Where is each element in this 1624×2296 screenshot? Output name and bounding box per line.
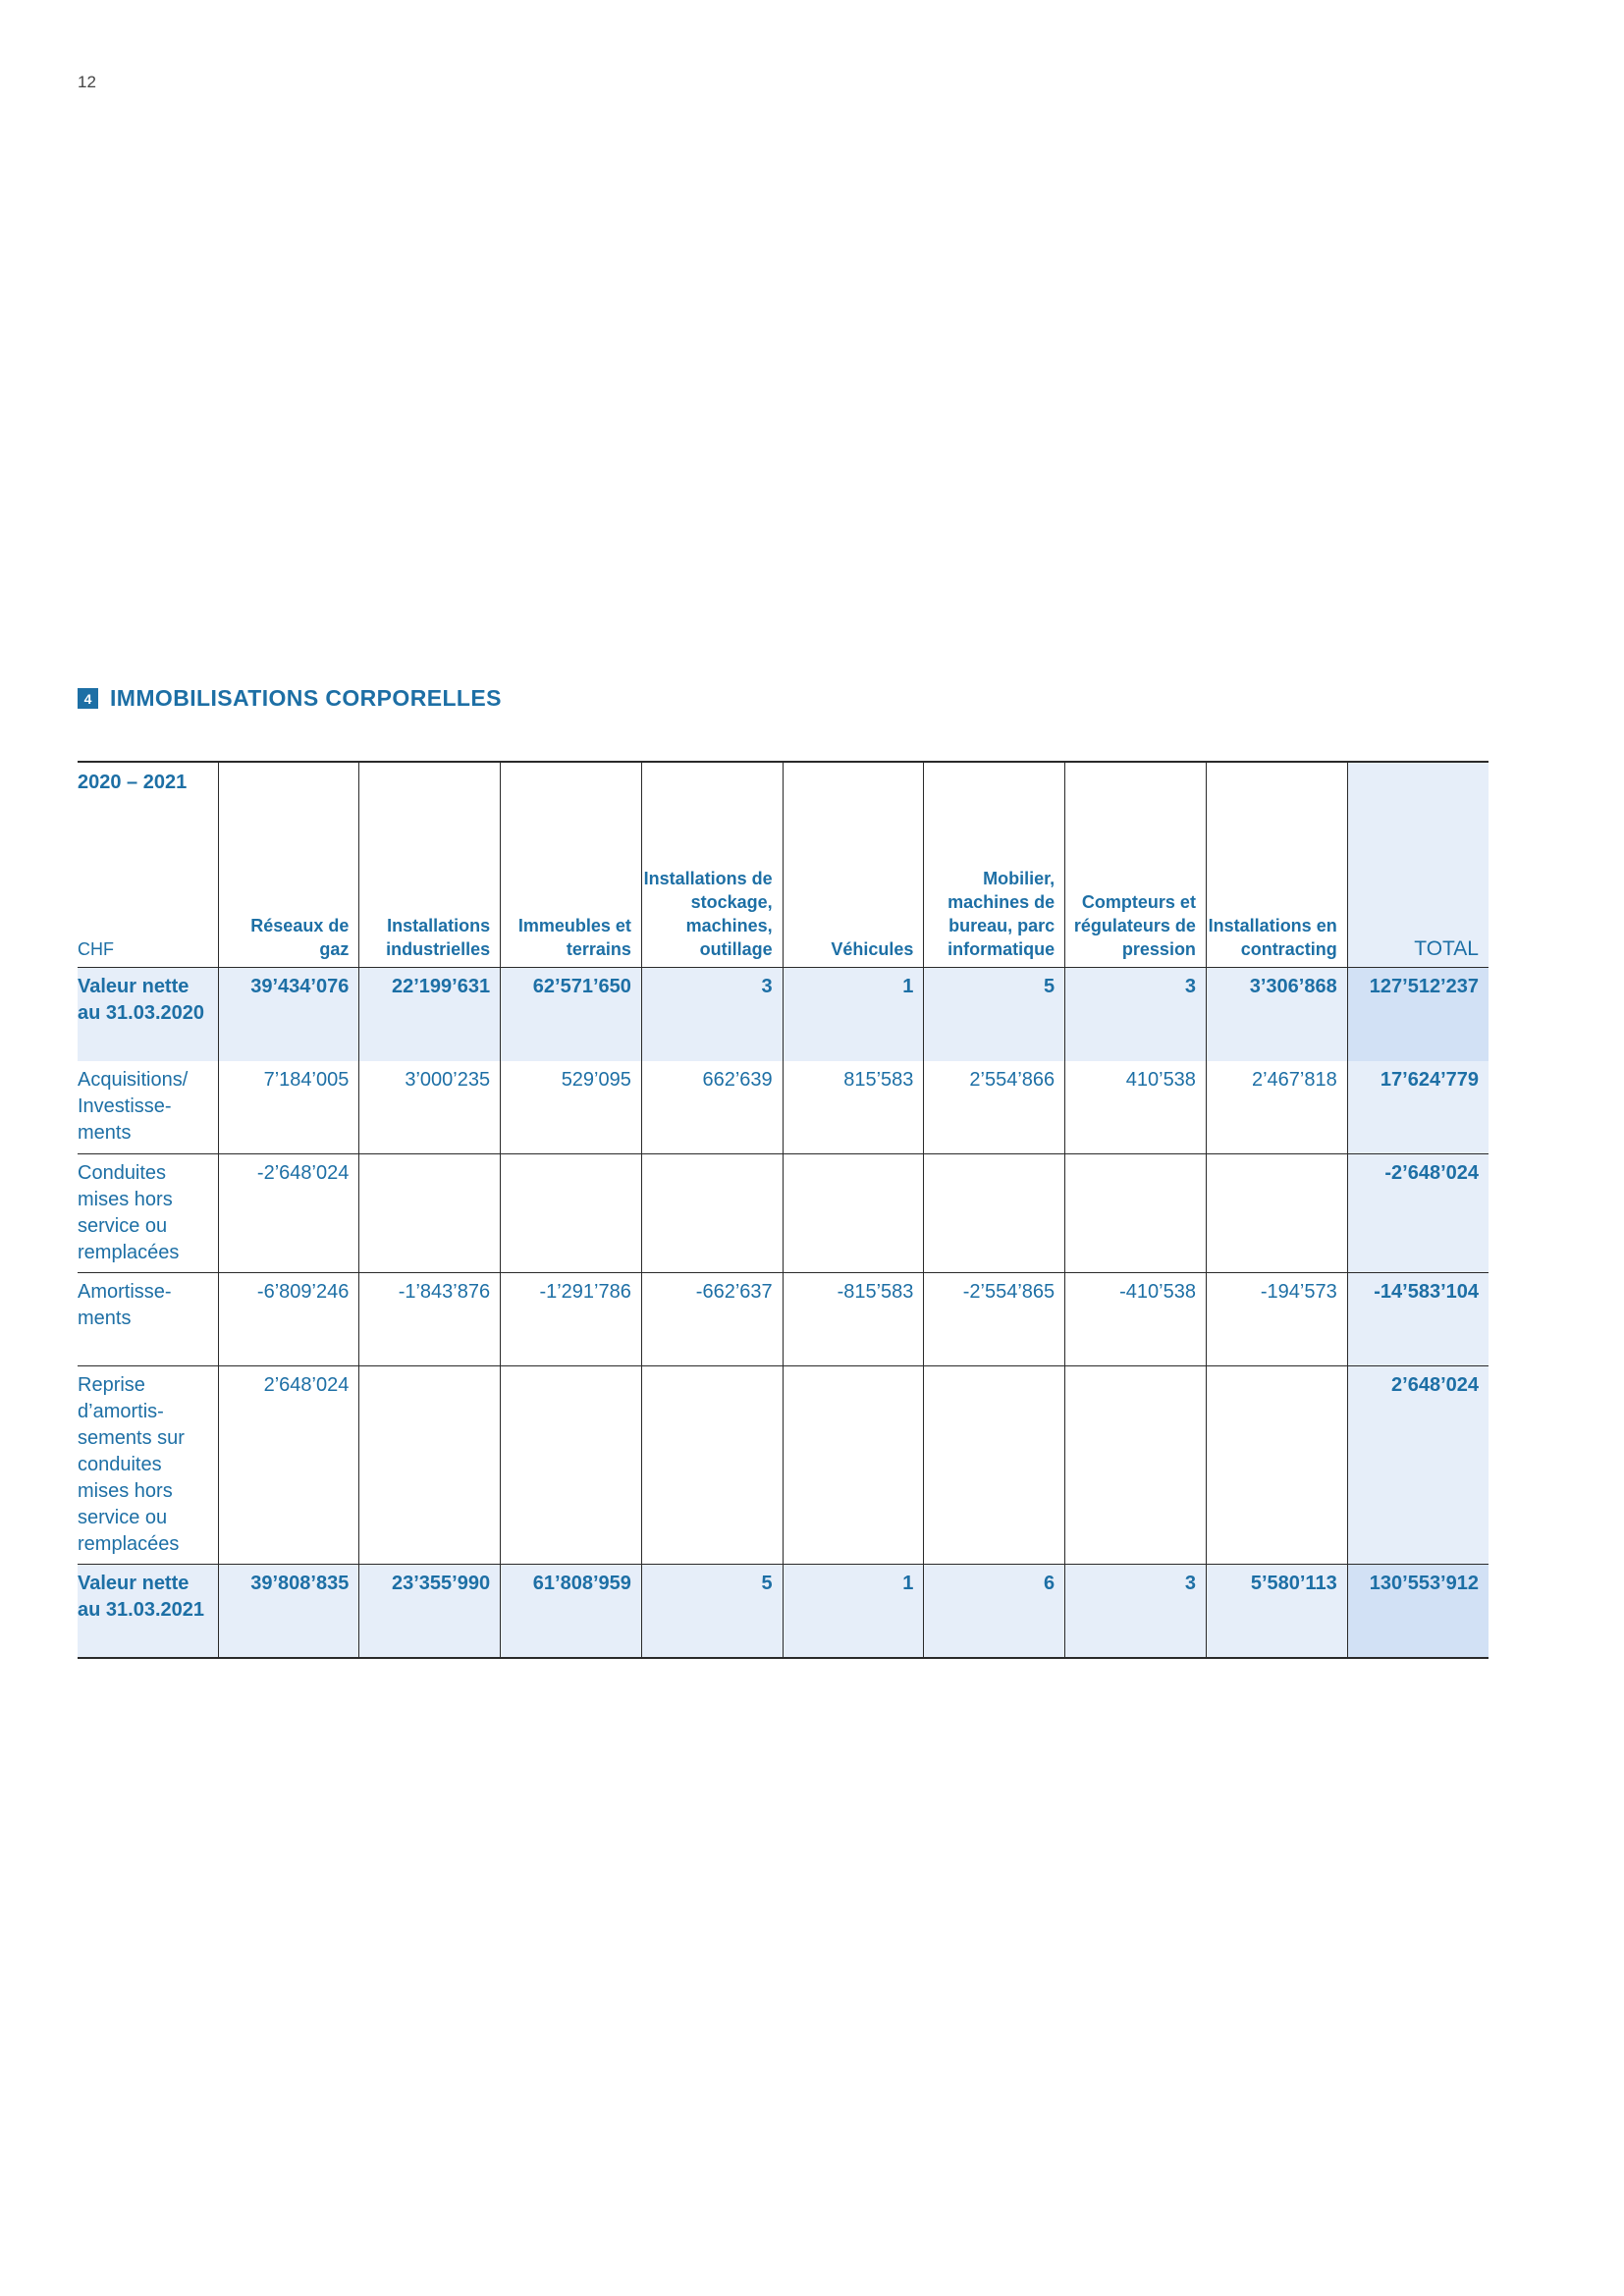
table-cell: 5 (924, 968, 1065, 1061)
section-title: IMMOBILISATIONS CORPORELLES (110, 685, 502, 711)
table-row (78, 1154, 1489, 1273)
row-label: Acquisitions/ Investisse-ments (78, 1068, 189, 1144)
table-cell: 5’580’113 (1206, 1565, 1347, 1658)
table-cell (359, 1154, 501, 1273)
table-cell: 62’571’650 (501, 968, 642, 1061)
table-cell (1206, 1366, 1347, 1565)
column-header: Immeubles et terrains (501, 762, 642, 968)
total-cell: 2’648’024 (1347, 1366, 1489, 1565)
table-cell: 39’434’076 (218, 968, 359, 1061)
table-cell: 410’538 (1065, 1061, 1207, 1154)
table-cell (359, 1366, 501, 1565)
total-cell: -2’648’024 (1347, 1154, 1489, 1273)
total-cell: 130’553’912 (1347, 1565, 1489, 1658)
table-cell: 3’306’868 (1206, 968, 1347, 1061)
table-cell: -815’583 (783, 1273, 924, 1366)
table-cell (924, 1154, 1065, 1273)
table-cell (501, 1154, 642, 1273)
table-cell (1065, 1366, 1207, 1565)
table-cell (783, 1154, 924, 1273)
row-label: Reprise d’amortis-sements sur conduites mises hors service ou remplacées (78, 1374, 185, 1555)
table-row (78, 1273, 1489, 1366)
table-cell: -6’809’246 (218, 1273, 359, 1366)
table-header-row (78, 762, 1489, 968)
table-cell: 23’355’990 (359, 1565, 501, 1658)
table-row (78, 968, 1489, 1061)
total-cell: -14’583’104 (1347, 1273, 1489, 1366)
table-cell (1206, 1154, 1347, 1273)
column-header: Installations de stockage, machines, outillage (641, 762, 783, 968)
table-cell: -2’648’024 (218, 1154, 359, 1273)
row-label: Amortisse-ments (78, 1281, 172, 1329)
table-cell: 39’808’835 (218, 1565, 359, 1658)
table-cell: 2’648’024 (218, 1366, 359, 1565)
table-cell: 1 (783, 968, 924, 1061)
table-cell: 815’583 (783, 1061, 924, 1154)
table-cell: 7’184’005 (218, 1061, 359, 1154)
table-cell: -662’637 (641, 1273, 783, 1366)
table-cell: 3’000’235 (359, 1061, 501, 1154)
row-label: Valeur nette au 31.03.2020 (78, 968, 218, 1061)
fixed-assets-table (78, 761, 1489, 1659)
table-row (78, 1061, 1489, 1154)
total-cell: 127’512’237 (1347, 968, 1489, 1061)
table-cell: 3 (641, 968, 783, 1061)
table-cell: -1’843’876 (359, 1273, 501, 1366)
column-header: Réseaux de gaz (218, 762, 359, 968)
table-cell: 2’467’818 (1206, 1061, 1347, 1154)
row-label: Conduites mises hors service ou remplacées (78, 1162, 180, 1263)
table-cell: 2’554’866 (924, 1061, 1065, 1154)
table-period: 2020 – 2021 (78, 772, 188, 793)
header-period-cell (78, 762, 218, 968)
table-cell: 61’808’959 (501, 1565, 642, 1658)
column-header: Mobilier, machines de bureau, parc informatique (924, 762, 1065, 968)
table-cell: -1’291’786 (501, 1273, 642, 1366)
table-cell (641, 1154, 783, 1273)
column-header: Compteurs et régulateurs de pression (1065, 762, 1207, 968)
table-cell: 3 (1065, 968, 1207, 1061)
table-cell (501, 1366, 642, 1565)
table-cell (783, 1366, 924, 1565)
table-row (78, 1366, 1489, 1565)
table-cell: -2’554’865 (924, 1273, 1065, 1366)
column-header-total: TOTAL (1347, 762, 1489, 968)
column-header: Installations industrielles (359, 762, 501, 968)
table-cell: 1 (783, 1565, 924, 1658)
table-cell: 22’199’631 (359, 968, 501, 1061)
table-unit: CHF (78, 939, 114, 959)
table-cell: 529’095 (501, 1061, 642, 1154)
table-row (78, 1565, 1489, 1658)
table-cell (924, 1366, 1065, 1565)
table-cell (1065, 1154, 1207, 1273)
table-cell: 5 (641, 1565, 783, 1658)
total-cell: 17’624’779 (1347, 1061, 1489, 1154)
column-header: Installations en contracting (1206, 762, 1347, 968)
table-cell: 3 (1065, 1565, 1207, 1658)
section-number-badge: 4 (78, 688, 98, 709)
section-heading (78, 685, 502, 712)
table-cell: 6 (924, 1565, 1065, 1658)
row-label: Valeur nette au 31.03.2021 (78, 1565, 218, 1658)
table-cell (641, 1366, 783, 1565)
table-cell: -194’573 (1206, 1273, 1347, 1366)
table-cell: -410’538 (1065, 1273, 1207, 1366)
table-cell: 662’639 (641, 1061, 783, 1154)
column-header: Véhicules (783, 762, 924, 968)
page-number: 12 (78, 73, 96, 91)
